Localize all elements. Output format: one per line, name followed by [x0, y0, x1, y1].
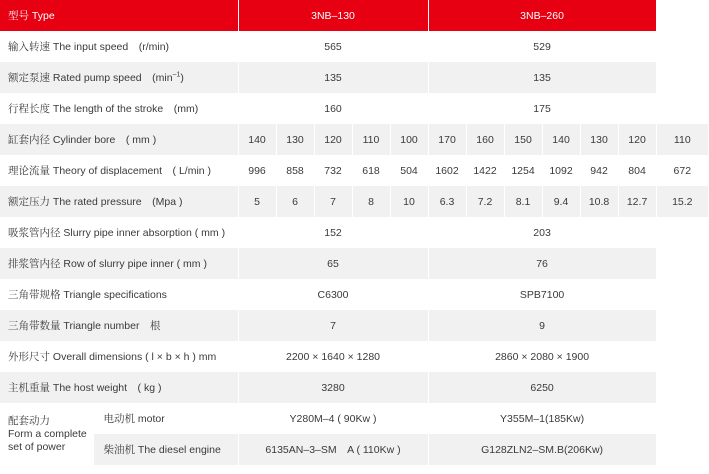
value-cell: 110 — [656, 124, 708, 155]
value-cell: 1422 — [466, 155, 504, 186]
value-cell: 120 — [618, 124, 656, 155]
value-cell: 7 — [238, 310, 428, 341]
value-cell: 76 — [428, 248, 656, 279]
value-cell: 8.1 — [504, 186, 542, 217]
value-cell: 2860 × 2080 × 1900 — [428, 341, 656, 372]
value-cell: 9.4 — [542, 186, 580, 217]
header-row — [0, 0, 709, 31]
value-cell: 9 — [428, 310, 656, 341]
label-diesel: 柴油机 The diesel engine — [93, 434, 238, 465]
value-cell: Y355M–1(185Kw) — [428, 403, 656, 434]
value-cell: SPB7100 — [428, 279, 656, 310]
value-cell: 160 — [466, 124, 504, 155]
label-rated-pump-speed: 额定泵速 Rated pump speed $(\min^{-1})$ — [0, 62, 238, 93]
value-cell: 1092 — [542, 155, 580, 186]
value-cell: 130 — [580, 124, 618, 155]
value-cell: G128ZLN2–SM.B(206Kw) — [428, 434, 656, 465]
value-cell: 858 — [276, 155, 314, 186]
label-input-speed: 输入转速 The input speed (r/min) — [0, 31, 238, 62]
value-cell: 7 — [314, 186, 352, 217]
value-cell: 12.7 — [618, 186, 656, 217]
label-stroke: 行程长度 The length of the stroke (mm) — [0, 93, 238, 124]
model-3nb260-header: 3NB–260 — [428, 0, 656, 31]
value-cell: 618 — [352, 155, 390, 186]
value-cell: C6300 — [238, 279, 428, 310]
value-cell: 100 — [390, 124, 428, 155]
row-dimensions — [0, 341, 709, 372]
row-weight — [0, 372, 709, 403]
row-displacement — [0, 155, 709, 186]
value-cell: 504 — [390, 155, 428, 186]
value-cell: 170 — [428, 124, 466, 155]
value-cell: 5 — [238, 186, 276, 217]
value-cell: 135 — [428, 62, 656, 93]
row-input-speed — [0, 31, 709, 62]
value-cell: 3280 — [238, 372, 428, 403]
value-cell: Y280M–4 ( 90Kw ) — [238, 403, 428, 434]
value-cell: 135 — [238, 62, 428, 93]
label-weight: 主机重量 The host weight ( kg ) — [0, 372, 238, 403]
value-cell: 15.2 — [656, 186, 708, 217]
label-pressure: 额定压力 The rated pressure (Mpa ) — [0, 186, 238, 217]
value-cell: 140 — [238, 124, 276, 155]
label-dimensions: 外形尺寸 Overall dimensions ( l × b × h ) mm — [0, 341, 238, 372]
label-power — [0, 403, 93, 465]
row-bore — [0, 124, 709, 155]
row-stroke — [0, 93, 709, 124]
value-cell: 529 — [428, 31, 656, 62]
row-triangle-number — [0, 310, 709, 341]
value-cell: 10.8 — [580, 186, 618, 217]
value-cell: 110 — [352, 124, 390, 155]
value-cell: 6.3 — [428, 186, 466, 217]
type-header: 型号 Type — [0, 0, 238, 31]
row-slurry-absorption — [0, 217, 709, 248]
value-cell: 65 — [238, 248, 428, 279]
value-cell: 7.2 — [466, 186, 504, 217]
value-cell: 203 — [428, 217, 656, 248]
label-bore: 缸套内径 Cylinder bore ( mm ) — [0, 124, 238, 155]
value-cell: 152 — [238, 217, 428, 248]
value-cell: 130 — [276, 124, 314, 155]
value-cell: 732 — [314, 155, 352, 186]
label-triangle-spec: 三角带规格 Triangle specifications — [0, 279, 238, 310]
value-cell: 120 — [314, 124, 352, 155]
value-cell: 10 — [390, 186, 428, 217]
row-power-diesel — [0, 434, 709, 465]
label-triangle-number: 三角带数量 Triangle number 根 — [0, 310, 238, 341]
value-cell: 8 — [352, 186, 390, 217]
label-power-cn: 配套动力 — [8, 414, 50, 427]
value-cell: 175 — [428, 93, 656, 124]
value-cell: 996 — [238, 155, 276, 186]
value-cell: 2200 × 1640 × 1280 — [238, 341, 428, 372]
value-cell: 160 — [238, 93, 428, 124]
model-3nb130-header: 3NB–130 — [238, 0, 428, 31]
row-triangle-spec — [0, 279, 709, 310]
value-cell: 6135AN–3–SM A ( 110Kw ) — [238, 434, 428, 465]
value-cell: 1254 — [504, 155, 542, 186]
label-motor: 电动机 motor — [93, 403, 238, 434]
label-displacement: 理论流量 Theory of displacement ( L/min ) — [0, 155, 238, 186]
value-cell: 6250 — [428, 372, 656, 403]
value-cell: 804 — [618, 155, 656, 186]
value-cell: 1602 — [428, 155, 466, 186]
value-cell: 565 — [238, 31, 428, 62]
row-rated-pump-speed — [0, 62, 709, 93]
value-cell: 942 — [580, 155, 618, 186]
label-slurry-row: 排浆管内径 Row of slurry pipe inner ( mm ) — [0, 248, 238, 279]
label-power-en: Form a complete set of power — [8, 427, 87, 453]
value-cell: 6 — [276, 186, 314, 217]
row-slurry-row — [0, 248, 709, 279]
value-cell: 140 — [542, 124, 580, 155]
value-cell: 150 — [504, 124, 542, 155]
value-cell: 672 — [656, 155, 708, 186]
label-slurry-absorption: 吸浆管内径 Slurry pipe inner absorption ( mm ) — [0, 217, 238, 248]
row-pressure — [0, 186, 709, 217]
row-power-motor — [0, 403, 709, 434]
